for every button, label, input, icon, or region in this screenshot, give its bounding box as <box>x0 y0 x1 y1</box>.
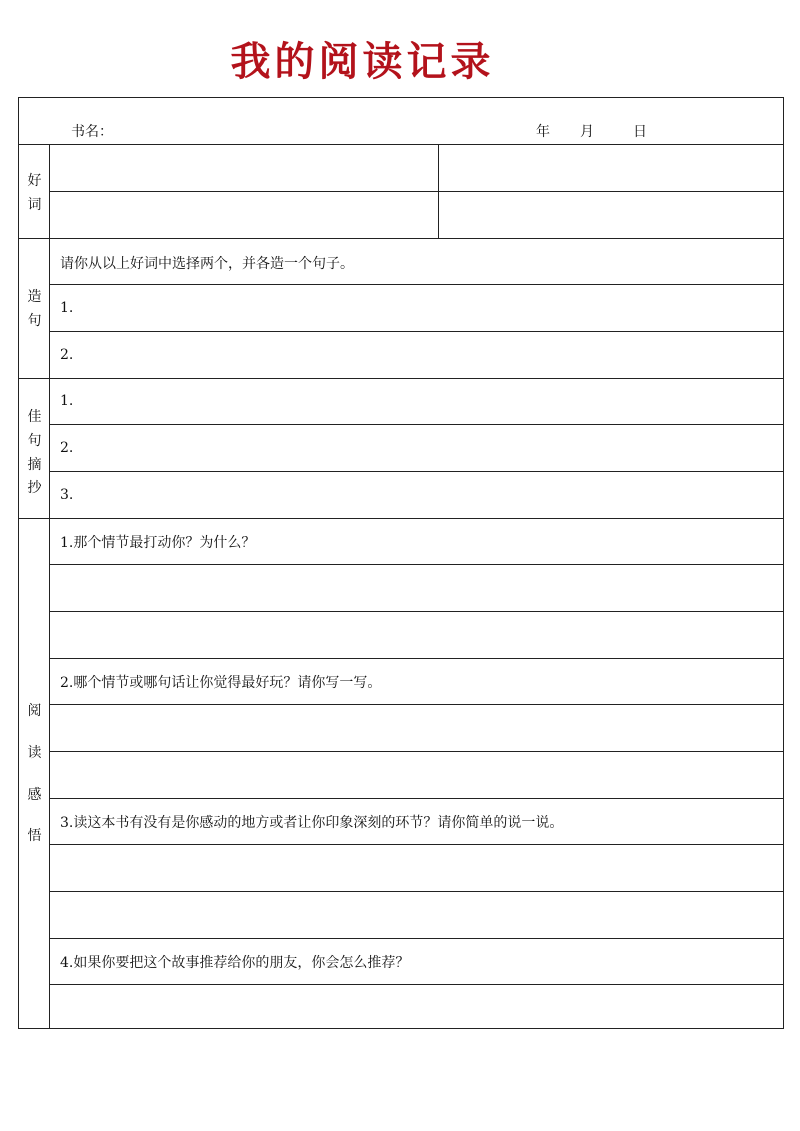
reflection-question-2: 2.哪个情节或哪句话让你觉得最好玩？请你写一写。 <box>60 675 382 691</box>
reflection-question-4: 4.如果你要把这个故事推荐给你的朋友，你会怎么推荐？ <box>60 955 410 971</box>
row-divider <box>50 331 783 332</box>
good-word-field[interactable] <box>441 147 781 189</box>
section-divider <box>19 144 783 145</box>
reading-record-form <box>18 97 784 1029</box>
row-divider <box>50 984 783 985</box>
section-divider <box>19 238 783 239</box>
good-words-label: 好 词 <box>27 173 42 213</box>
good-words-row-divider <box>50 191 783 192</box>
excerpt-item-3[interactable]: 3. <box>60 487 74 503</box>
row-divider <box>50 564 783 565</box>
row-divider <box>50 844 783 845</box>
page-title: 我的阅读记录 <box>230 38 495 85</box>
reflection-question-3: 3.读这本书有没有是你感动的地方或者让你印象深刻的环节？请你简单的说一说。 <box>60 815 564 831</box>
excerpt-item-2[interactable]: 2. <box>60 440 74 456</box>
row-divider <box>50 704 783 705</box>
answer-line[interactable] <box>52 614 780 656</box>
section-divider <box>19 518 783 519</box>
answer-line[interactable] <box>52 707 780 749</box>
excerpts-label: 佳 句 摘 抄 <box>27 409 42 497</box>
good-word-field[interactable] <box>52 194 436 236</box>
sentence-instruction: 请你从以上好词中选择两个，并各造一个句子。 <box>60 256 354 272</box>
good-word-field[interactable] <box>441 194 781 236</box>
sentence-item-1[interactable]: 1. <box>60 300 74 316</box>
month-label: 月 <box>580 124 594 140</box>
row-divider <box>50 471 783 472</box>
day-label: 日 <box>633 124 647 140</box>
reflection-label: 阅 读 感 悟 <box>27 703 42 845</box>
answer-line[interactable] <box>52 754 780 796</box>
row-divider <box>50 611 783 612</box>
section-divider <box>19 378 783 379</box>
sentence-item-2[interactable]: 2. <box>60 347 74 363</box>
label-column-divider <box>49 145 50 1028</box>
book-title-label: 书名： <box>71 124 113 140</box>
good-word-field[interactable] <box>52 147 436 189</box>
row-divider <box>50 751 783 752</box>
answer-line[interactable] <box>52 847 780 889</box>
row-divider <box>50 424 783 425</box>
answer-line[interactable] <box>52 987 780 1025</box>
row-divider <box>50 658 783 659</box>
good-words-column-divider <box>438 145 439 238</box>
row-divider <box>50 798 783 799</box>
answer-line[interactable] <box>52 567 780 609</box>
excerpt-item-1[interactable]: 1. <box>60 393 74 409</box>
row-divider <box>50 284 783 285</box>
sentence-making-label: 造 句 <box>27 289 42 329</box>
row-divider <box>50 891 783 892</box>
answer-line[interactable] <box>52 894 780 936</box>
reflection-question-1: 1.那个情节最打动你？为什么？ <box>60 535 256 551</box>
row-divider <box>50 938 783 939</box>
year-label: 年 <box>536 124 550 140</box>
